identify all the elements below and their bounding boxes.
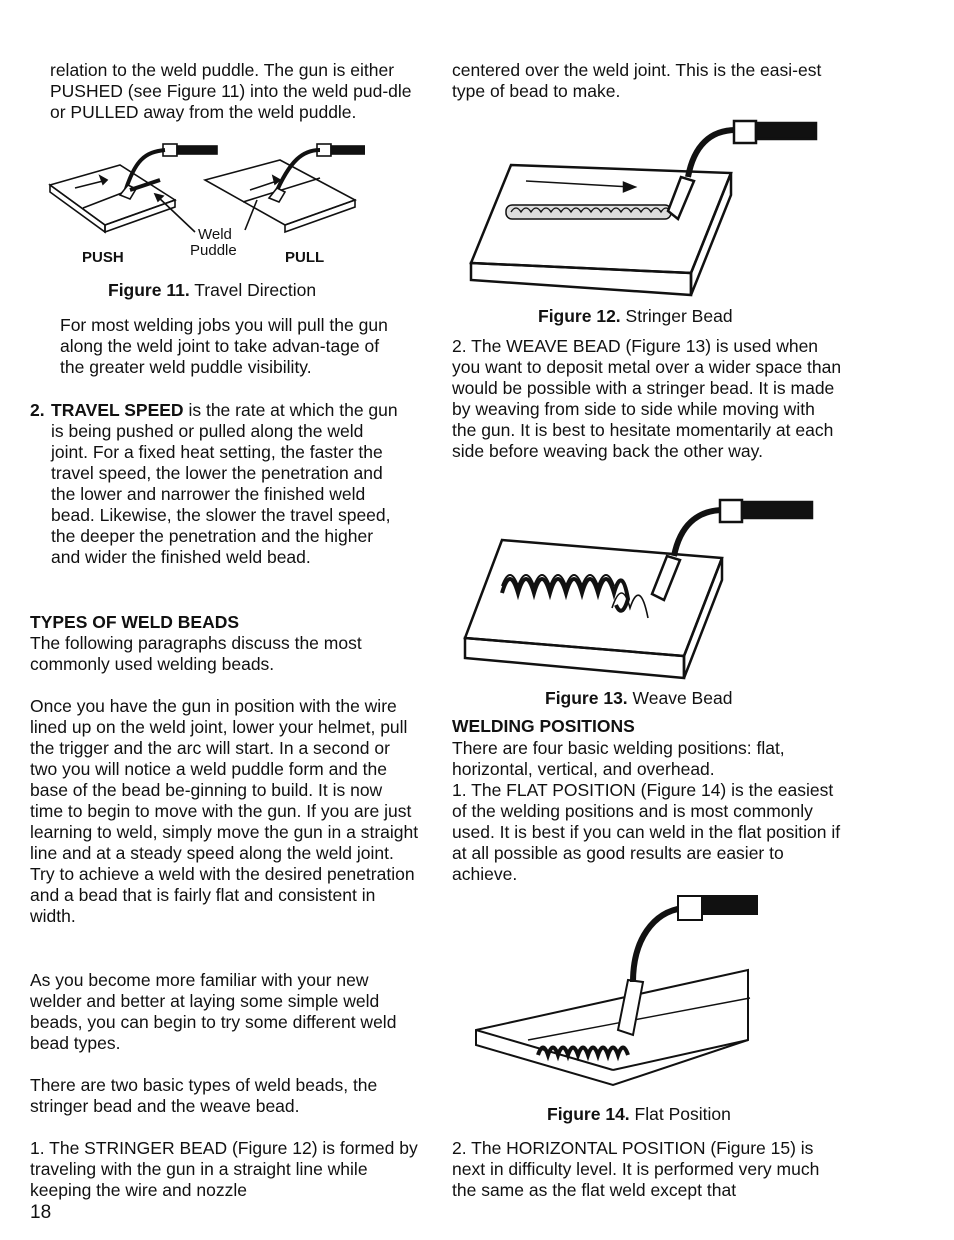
travel-speed-item: 2. TRAVEL SPEED is the rate at which the gun is being pushed or pulled along the weld joint. For a fixed heat setting, the faster the travel speed, the lower the penetration and the lower and narrower the finished weld bead. Likewise, the slower the travel speed, the deeper the penetration and the higher and wider the finished weld bead. xyxy=(30,400,398,567)
figure-14-caption: Figure 14. Flat Position xyxy=(547,1104,731,1124)
stringer-continued: centered over the weld joint. This is the easi-est type of bead to make. xyxy=(452,60,822,101)
positions-heading: WELDING POSITIONS xyxy=(452,716,635,736)
figure-13-caption: Figure 13. Weave Bead xyxy=(545,688,733,708)
push-label: PUSH xyxy=(82,249,124,266)
horizontal-paragraph: 2. The HORIZONTAL POSITION (Figure 15) is next in difficulty level. It is performed very much the same as the flat weld except that xyxy=(452,1138,820,1200)
pull-note: For most welding jobs you will pull the gun along the weld joint to take advan-tage of the greater weld puddle visibility. xyxy=(60,315,388,377)
puddle-label: Puddle xyxy=(190,242,237,259)
figure-13-weave-bead xyxy=(462,498,822,680)
para-once: Once you have the gun in position with the wire lined up on the weld joint, lower your helmet, pull the trigger and the arc will start. In a second or two you will notice a weld puddle form and the base of the bead be-ginning to build. It is now time to begin to move with the gun. If you are just learning to weld, simply move the gun in a straight line and at a steady speed along the weld joint. Try to achieve a weld with the desired penetration and a bead that is fairly flat and consistent in width. xyxy=(30,696,419,926)
types-intro: The following paragraphs discuss the most commonly used welding beads. xyxy=(30,633,362,674)
figure-12-caption: Figure 12. Stringer Bead xyxy=(538,306,733,326)
para-familiar: As you become more familiar with your new welder and better at laying some simple weld beads, you can begin to try some different weld bead types. xyxy=(30,970,397,1053)
para-stringer: 1. The STRINGER BEAD (Figure 12) is formed by traveling with the gun in a straight line while keeping the wire and nozzle xyxy=(30,1138,418,1200)
weave-paragraph: 2. The WEAVE BEAD (Figure 13) is used when you want to deposit metal over a wider space than would be possible with a stringer bead. It is made by weaving from side to side while moving with the gun. It is best to hesitate momentarily at each side before weaving back the other way. xyxy=(452,336,842,461)
pull-label: PULL xyxy=(285,249,325,266)
positions-intro: There are four basic welding positions: flat, horizontal, vertical, and overhead. xyxy=(452,738,785,779)
figure-11-caption: Figure 11. Travel Direction xyxy=(108,280,317,300)
flat-paragraph: 1. The FLAT POSITION (Figure 14) is the easiest of the welding positions and is most commonly used. It is best if you can weld in the flat position if at all possible as good results are easier to achieve. xyxy=(452,780,841,884)
intro-paragraph: relation to the weld puddle. The gun is either PUSHED (see Figure 11) into the weld pud-dle or PULLED away from the weld puddle. xyxy=(50,60,412,122)
page-number: 18 xyxy=(30,1202,52,1223)
figure-12-stringer-bead xyxy=(466,115,826,300)
weld-label: Weld xyxy=(198,226,232,243)
para-two-types: There are two basic types of weld beads, the stringer bead and the weave bead. xyxy=(30,1075,378,1116)
figure-14-flat-position xyxy=(468,890,768,1095)
types-heading: TYPES OF WELD BEADS xyxy=(30,612,240,632)
